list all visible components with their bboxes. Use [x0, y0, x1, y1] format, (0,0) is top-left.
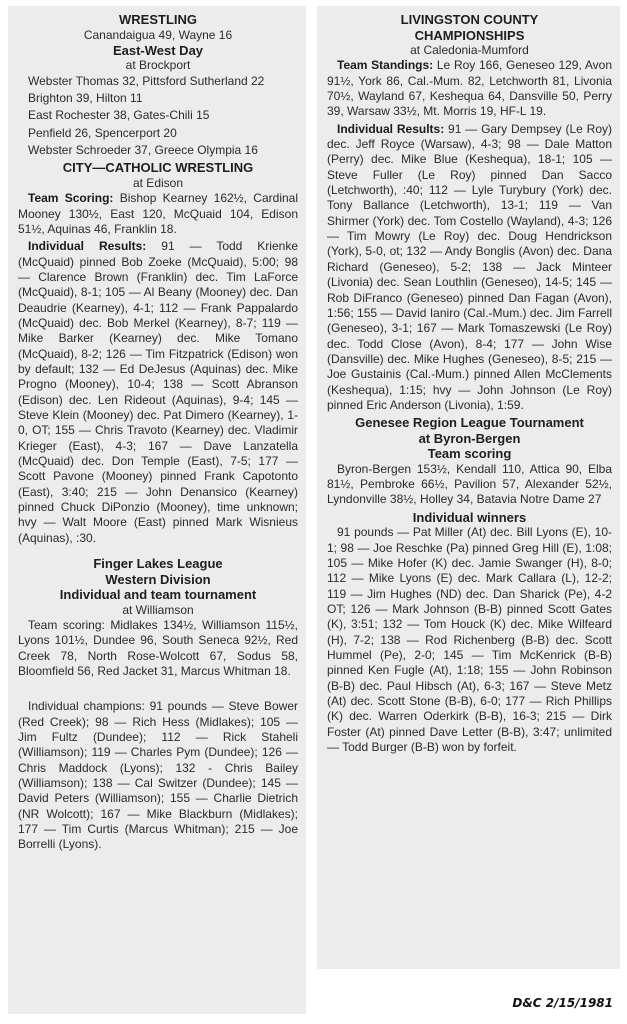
city-team-scoring [18, 191, 298, 237]
genesee-team-scoring: Byron-Bergen 153½, Kendall 110, Attica 90, Elba 81½, Pembroke 66½, Pavilion 57, Alexander 52½, Lyndonville 38½, Holley 34, Batavia Notre Dame 27 [327, 461, 612, 507]
city-catholic-location: at Edison [132, 175, 184, 190]
city-team-text: Bishop Kearney 162½, Cardinal Mooney 130½, East 120, McQuaid 104, Edison 51½, Aquinas 46, Franklin 18. [18, 191, 298, 236]
east-west-result: Brighton 39, Hilton 11 [28, 91, 143, 106]
livingston-heading: LIVINGSTON COUNTY [400, 12, 539, 27]
east-west-result: Webster Thomas 32, Pittsford Sutherland 22 [28, 73, 265, 88]
finger-lakes-location: at Williamson [122, 602, 194, 617]
city-catholic-heading: CITY—CATHOLIC WRESTLING [62, 160, 254, 176]
finger-lakes-tournament: Individual and team tournament [59, 587, 257, 603]
spacer [18, 548, 298, 556]
right-column [317, 6, 620, 969]
livingston-individual-text: 91 — Gary Dempsey (Le Roy) dec. Jeff Royce (Warsaw), 4-3; 98 — Dale Matton (Perry) dec. Mike Blue (Keshequa), 18-1; 105 — Steve Fuller (Le Roy) pinned Dan Sacco (Letchworth), :40; 112 — Lyle Turybury (York) dec. Tony Ballance (Letchworth), 13-1; 119 — Van Shirmer (York) dec. Tom Costello (Wayland), 4-3; 126 — Tim Mowry (Le Roy) dec. Doug Hendrickson (York), 5-0, ot; 132 — Andy Bonglis (Avon) dec. Dana Richard (Geneseo), 5-2; 138 — Jack Minteer (Livonia) dec. Sean Louthlin (Geneseo), 14-5; 145 — Rob DiFranco (Geneseo) pinned Dan Fagan (Avon), 1:56; 155 — David Ianiro (Cal.-Mum.) dec. Jim Farrell (Geneseo), 3-1; 167 — Mark Tomaszewski (Le Roy) dec. Todd Close (Avon), 8-4; 177 — John Wise (Dansville) dec. Mike Hughes (Geneseo), 8-5; 215 — Joe Gustainis (Cal.-Mum.) pinned Allen McClements (Keshequa), 1:15; hvy — John Johnson (Le Roy) pinned Eric Anderson (Livonia), 1:59. [327, 121, 613, 412]
east-west-result: East Rochester 38, Gates-Chili 15 [28, 108, 210, 123]
finger-lakes-team-scoring: Team scoring: Midlakes 134½, Williamson 115½, Lyons 101½, Dundee 96, South Seneca 92½, Red Creek 78, North Rose-Wolcott 67, Sodus 58, Bloomfield 56, Red Jacket 31, Marcus Whitman 18. [18, 618, 298, 679]
genesee-individual-heading: Individual winners [412, 509, 527, 525]
city-team-label: Team Scoring: [28, 191, 114, 206]
east-west-result: Penfield 26, Spencerport 20 [28, 125, 177, 140]
wrestling-heading: WRESTLING [119, 12, 197, 27]
genesee-location: at Byron-Bergen [418, 430, 521, 446]
genesee-team-heading: Team scoring [427, 446, 512, 462]
left-column [8, 6, 306, 1014]
genesee-heading: Genesee Region League Tournament [355, 415, 584, 431]
livingston-location: at Caledonia-Mumford [410, 43, 529, 57]
livingston-team-standings [327, 58, 612, 119]
east-west-result: Webster Schroeder 37, Greece Olympia 16 [28, 143, 258, 158]
finger-lakes-division: Western Division [105, 571, 211, 587]
finger-lakes-heading: Finger Lakes League [93, 556, 223, 572]
livingston-team-label: Team Standings: [337, 58, 434, 73]
livingston-individual-label: Individual Results: [337, 121, 445, 136]
east-west-location: at Brockport [125, 58, 191, 73]
wrestling-result: Canandaigua 49, Wayne 16 [83, 27, 233, 42]
spacer [18, 681, 298, 699]
city-individual-label: Individual Results: [28, 239, 147, 254]
city-individual-results [18, 239, 298, 546]
finger-lakes-individual: Individual champions: 91 pounds — Steve Bower (Red Creek); 98 — Rich Hess (Midlakes); 105 — Jim Fultz (Dundee); 112 — Rick Staheli (Williamson); 119 — Charles Pym (Dundee); 126 — Chris Maddock (Lyons); 132 - Chris Bailey (Williamson); 138 — Cal Switzer (Dundee); 145 — David Peters (Williamson); 155 — Charlie Dietrich (NR Wolcott); 167 — Mike Blackburn (Midlakes); 177 — Tim Curtis (Marcus Whitman); 215 — Joe Borrelli (Lyons). [18, 699, 298, 852]
east-west-heading: East-West Day [112, 42, 204, 58]
dateline: D&C 2/15/1981 [512, 996, 613, 1010]
livingston-team-text: Le Roy 166, Geneseo 129, Avon 91½, York 86, Cal.-Mum. 82, Letchworth 81, Livonia 70½, Wayland 67, Keshequa 64, Dansville 50, Perry 39, Warsaw 33½, Mt. Morris 19, HF-L 19. [327, 58, 612, 119]
livingston-subheading: CHAMPIONSHIPS [414, 27, 525, 43]
genesee-individual-winners: 91 pounds — Pat Miller (At) dec. Bill Lyons (E), 10-1; 98 — Joe Reschke (Pa) pinned Greg Hill (E), 1:08; 105 — Mike Hofer (K) dec. Jamie Swanger (H), 8-0; 112 — Mike Lyons (E) dec. Mark Callara (L), 12-2; 119 — Jim Hughes (ND) dec. Dan Sharick (Pe), 4-2 OT; 126 — Mark Johnson (B-B) pinned Scott Gates (K), 3:51; 132 — Tom Houck (K) dec. Mike Wilfeard (H), 7-2; 138 — Rod Richenberg (B-B) dec. Scott Hummel (Pe), 2-0; 145 — Tim McKenrick (B-B) pinned Ken Fugle (At), 1:18; 155 — John Robinson (B-B) dec. Paul Hibsch (At), 6-3; 167 — Steve Metz (At) dec. Scott Stone (B-B), 6-0; 177 — Rich Phillips (K) dec. Warren Oderkirk (B-B), 16-3; 215 — Dirk Foster (At) pinned Dave Letter (B-B), 3:47; unlimited — Todd Burger (B-B) won by forfeit. [327, 525, 612, 755]
city-individual-text: 91 — Todd Krienke (McQuaid) pinned Bob Zoeke (McQuaid), 5:00; 98 — Clarence Brown (Franklin) dec. Tim LaForce (McQuaid), 8-1; 105 — Al Beany (Mooney) dec. Dan Deaudrie (Kearney), 4-1; 112 — Frank Pappalardo (McQuaid) dec. Bob Merkel (Kearney), 8-7; 119 — Mike Barker (Kearney) dec. Mike Tomano (McQuaid), 8-2; 126 — Tim Fitzpatrick (Edison) won by default; 132 — Ed DeJesus (Aquinas) dec. Mike Progno (Mooney), 10-4; 138 — Scott Abranson (Edison) dec. Len Rideout (Aquinas), 9-4; 145 — Steve Klein (Mooney) dec. Pat Dimero (Kearney), 1-0, OT; 155 — Chris Travoto (Kearney) dec. Vladimir Krieger (East), 4-3; 167 — Dave Lanzatella (McQuaid) dec. Don Temple (East), 7-5; 177 — Scott Pavone (Mooney) pinned Frank Capotonto (East), 3:40; 215 — John Denansico (Kearney) pinned Chuck DiPonzio (Mooney), time unknown; hvy — Walt Moore (East) pinned Mark Wisnieus (Aquinas), :30. [18, 239, 298, 545]
livingston-individual-results [327, 122, 612, 414]
